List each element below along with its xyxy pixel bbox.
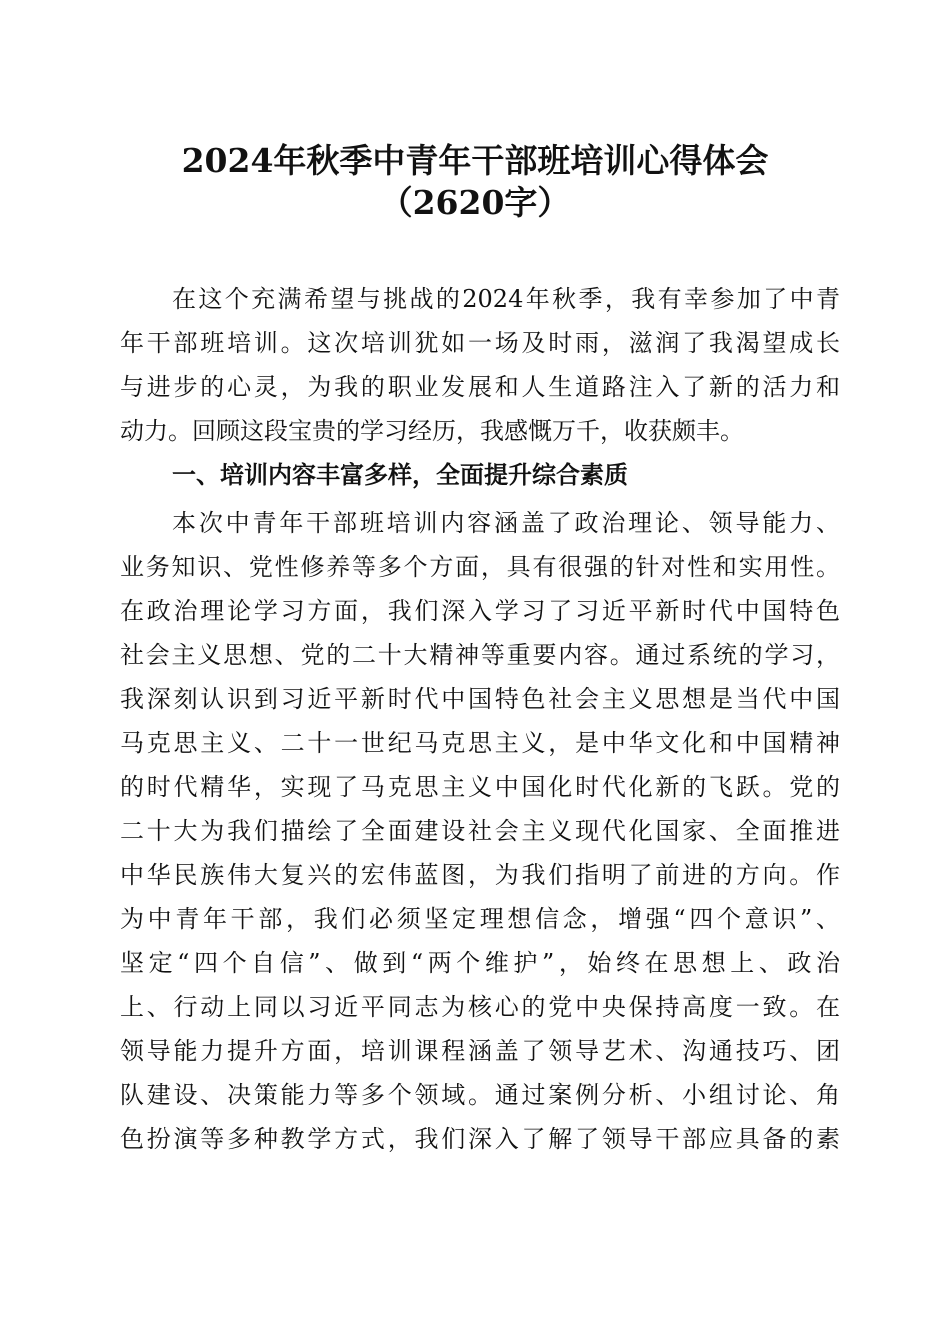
body-line: 色扮演等多种教学方式，我们深入了解了领导干部应具备的素	[120, 1125, 840, 1153]
body-line: 为中青年干部，我们必须坚定理想信念，增强“四个意识”、	[120, 905, 840, 933]
body-line: 在政治理论学习方面，我们深入学习了习近平新时代中国特色	[120, 597, 840, 625]
body-line: 坚定“四个自信”、做到“两个维护”，始终在思想上、政治	[120, 949, 840, 977]
body-line: 上、行动上同以习近平同志为核心的党中央保持高度一致。在	[120, 993, 840, 1021]
body-line: 二十大为我们描绘了全面建设社会主义现代化国家、全面推进	[120, 817, 840, 845]
body-line: 马克思主义、二十一世纪马克思主义，是中华文化和中国精神	[120, 729, 840, 757]
body-line: 我深刻认识到习近平新时代中国特色社会主义思想是当代中国	[120, 685, 840, 713]
body-line: 社会主义思想、党的二十大精神等重要内容。通过系统的学习，	[120, 641, 840, 669]
body-line: 队建设、决策能力等多个领域。通过案例分析、小组讨论、角	[120, 1081, 840, 1109]
section-heading: 一、培训内容丰富多样，全面提升综合素质	[172, 461, 628, 489]
document-title: 2024年秋季中青年干部班培训心得体会	[181, 141, 769, 180]
body-line: 业务知识、党性修养等多个方面，具有很强的针对性和实用性。	[120, 553, 840, 581]
body-line: 的时代精华，实现了马克思主义中国化时代化新的飞跃。党的	[120, 773, 840, 801]
intro-line: 动力。回顾这段宝贵的学习经历，我感慨万千，收获颇丰。	[120, 417, 744, 445]
intro-line: 在这个充满希望与挑战的2024年秋季，我有幸参加了中青	[172, 285, 840, 313]
body-line: 中华民族伟大复兴的宏伟蓝图，为我们指明了前进的方向。作	[120, 861, 840, 889]
intro-line: 年干部班培训。这次培训犹如一场及时雨，滋润了我渴望成长	[120, 329, 840, 357]
body-line: 领导能力提升方面，培训课程涵盖了领导艺术、沟通技巧、团	[120, 1037, 840, 1065]
body-line: 本次中青年干部班培训内容涵盖了政治理论、领导能力、	[172, 509, 840, 537]
intro-line: 与进步的心灵，为我的职业发展和人生道路注入了新的活力和	[120, 373, 840, 401]
document-word-count: （2620字）	[379, 183, 571, 222]
